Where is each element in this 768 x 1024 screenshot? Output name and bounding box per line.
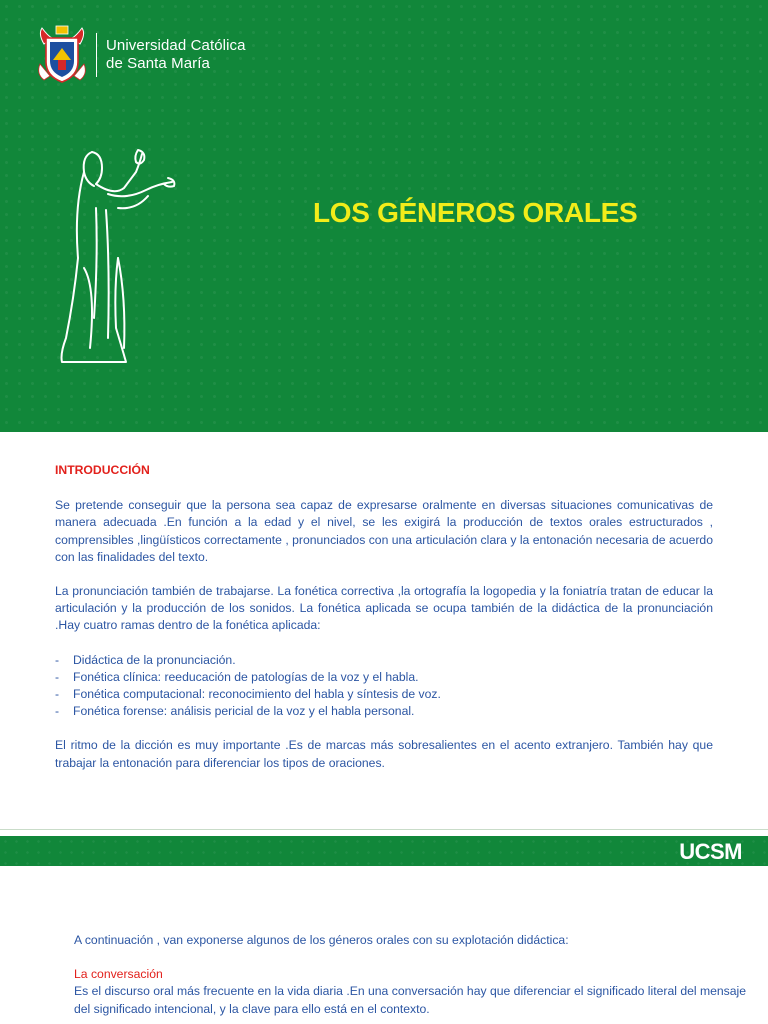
page-title: LOS GÉNEROS ORALES <box>313 197 638 228</box>
list-item: - Fonética forense: análisis pericial de la voz y el habla personal. <box>55 704 415 719</box>
list-item: - Fonética computacional: reconocimiento del habla y síntesis de voz. <box>55 687 441 702</box>
list-item-text: Didáctica de la pronunciación. <box>73 652 236 667</box>
logo-divider <box>96 33 97 77</box>
conversation-paragraph: Es el discurso oral más frecuente en la vida diaria .En una conversación hay que diferenciar el significado literal del mensaje del significado intencional, y la clave para ello está en el contexto. <box>74 984 747 1016</box>
page-2-section <box>74 932 754 1018</box>
university-name-line1: Universidad Católica <box>106 37 246 54</box>
intro-paragraph-1: Se pretende conseguir que la persona sea capaz de expresarse oralmente en diversas situaciones comunicativas de manera adecuada .En función a la edad y el nivel, se les exigirá la producción de textos orales estructurados , comprensibles ,lingüísticos correctamente , pronunciados con una articulación clara y la entonación necesaria de acuerdo con las finalidades del texto. <box>55 498 713 564</box>
introduction-heading: INTRODUCCIÓN <box>55 463 150 477</box>
university-logo <box>34 24 246 86</box>
intro-paragraph-2: La pronunciación también de trabajarse. La fonética correctiva ,la ortografía la logopedia y la foniatría tratan de educar la articulación y la producción de los sonidos. La fonética aplicada se ocupa también de la didáctica de la pronunciación .Hay cuatro ramas dentro de la fonética aplicada: <box>55 584 713 633</box>
list-item-text: Fonética clínica: reeducación de patologías de la voz y el habla. <box>73 669 419 684</box>
conversation-heading: La conversación <box>74 967 163 982</box>
intro-paragraph-3: El ritmo de la dicción es muy importante .Es de marcas más sobresalientes en el acento extranjero. También hay que trabajar la entonación para diferenciar los tipos de oraciones. <box>55 738 713 770</box>
genres-intro: A continuación , van exponerse algunos de los géneros orales con su explotación didáctica: <box>74 933 569 947</box>
university-name <box>106 37 246 73</box>
introduction-section <box>55 462 713 789</box>
list-item: - Fonética clínica: reeducación de patologías de la voz y el habla. <box>55 669 419 684</box>
university-name-line2: de Santa María <box>106 55 210 72</box>
footer-bar <box>0 836 768 866</box>
list-item-text: Fonética forense: análisis pericial de la voz y el habla personal. <box>73 704 415 719</box>
ucsm-brand-logo: UCSM <box>679 839 742 864</box>
footer-divider <box>0 829 768 830</box>
phonetics-branches-list <box>55 652 713 721</box>
university-seal-icon <box>34 24 90 86</box>
list-item: - Didáctica de la pronunciación. <box>55 652 236 667</box>
cover-banner <box>0 0 768 432</box>
list-item-text: Fonética computacional: reconocimiento del habla y síntesis de voz. <box>73 687 441 702</box>
virgin-statue-icon <box>56 148 180 370</box>
